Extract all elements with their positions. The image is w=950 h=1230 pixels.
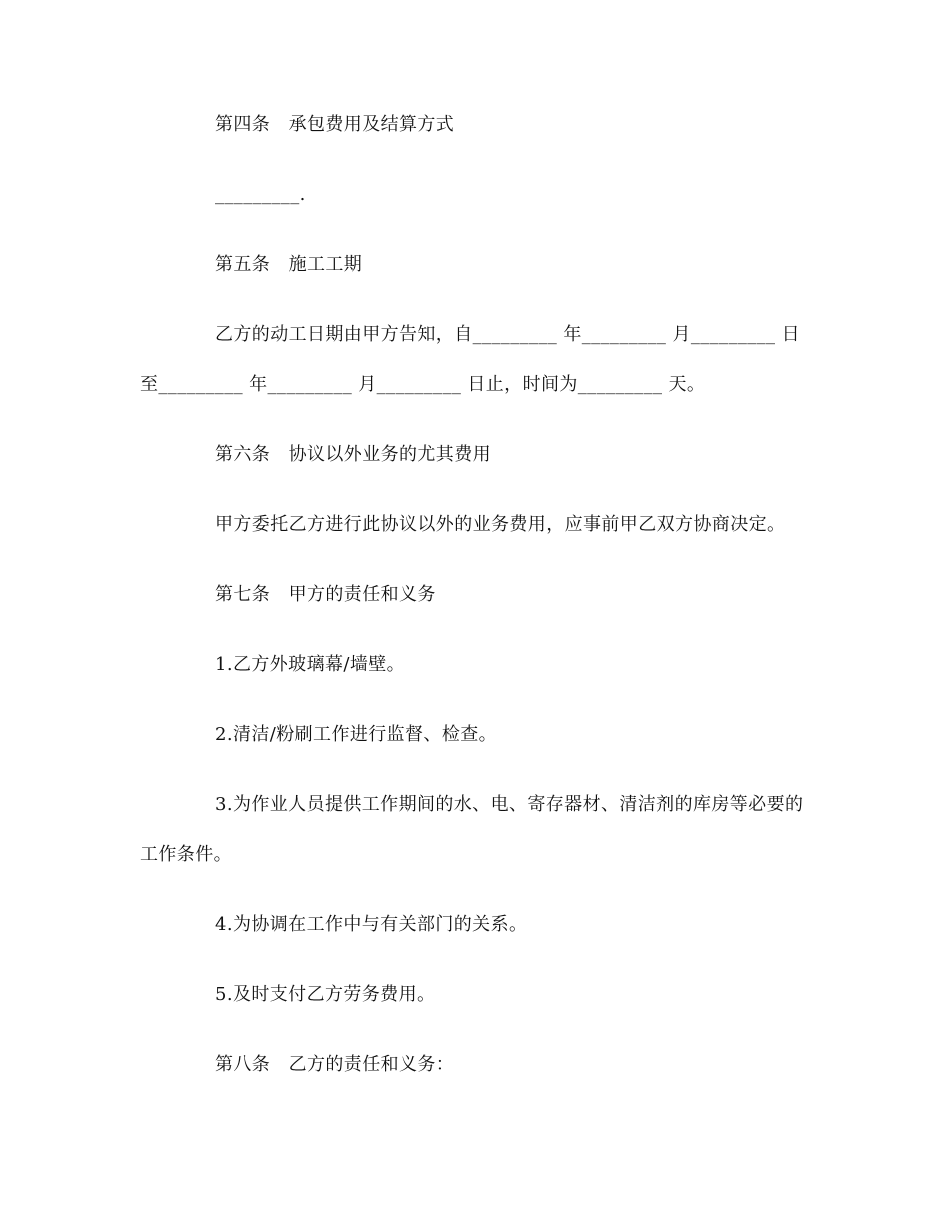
- party-a-item-4: 4.为协调在工作中与有关部门的关系。: [215, 914, 528, 935]
- extra-fees-text: 甲方委托乙方进行此协议以外的业务费用，应事前甲乙双方协商决定。: [215, 514, 786, 535]
- schedule-end-text: 至_________ 年_________ 月_________ 日止，时间为_________ 天。: [140, 374, 706, 395]
- article-4-heading: 第四条 承包费用及结算方式: [215, 114, 455, 135]
- article-7-heading: 第七条 甲方的责任和义务: [215, 584, 436, 605]
- article-5-heading: 第五条 施工工期: [215, 254, 363, 275]
- party-a-item-1: 1.乙方外玻璃幕/墙壁。: [215, 654, 406, 675]
- party-a-item-3: 3.为作业人员提供工作期间的水、电、寄存器材、清洁剂的库房等必要的: [215, 794, 804, 815]
- article-8-heading: 第八条 乙方的责任和义务：: [215, 1054, 455, 1075]
- party-a-item-2: 2.清洁/粉刷工作进行监督、检查。: [215, 724, 498, 745]
- schedule-start-text: 乙方的动工日期由甲方告知，自_________ 年_________ 月_________ 日: [215, 324, 800, 345]
- party-a-item-3-continued: 工作条件。: [140, 844, 232, 865]
- party-a-item-5: 5.及时支付乙方劳务费用。: [215, 984, 436, 1005]
- article-6-heading: 第六条 协议以外业务的尤其费用: [215, 444, 491, 465]
- fee-blank-line: _________.: [215, 184, 306, 205]
